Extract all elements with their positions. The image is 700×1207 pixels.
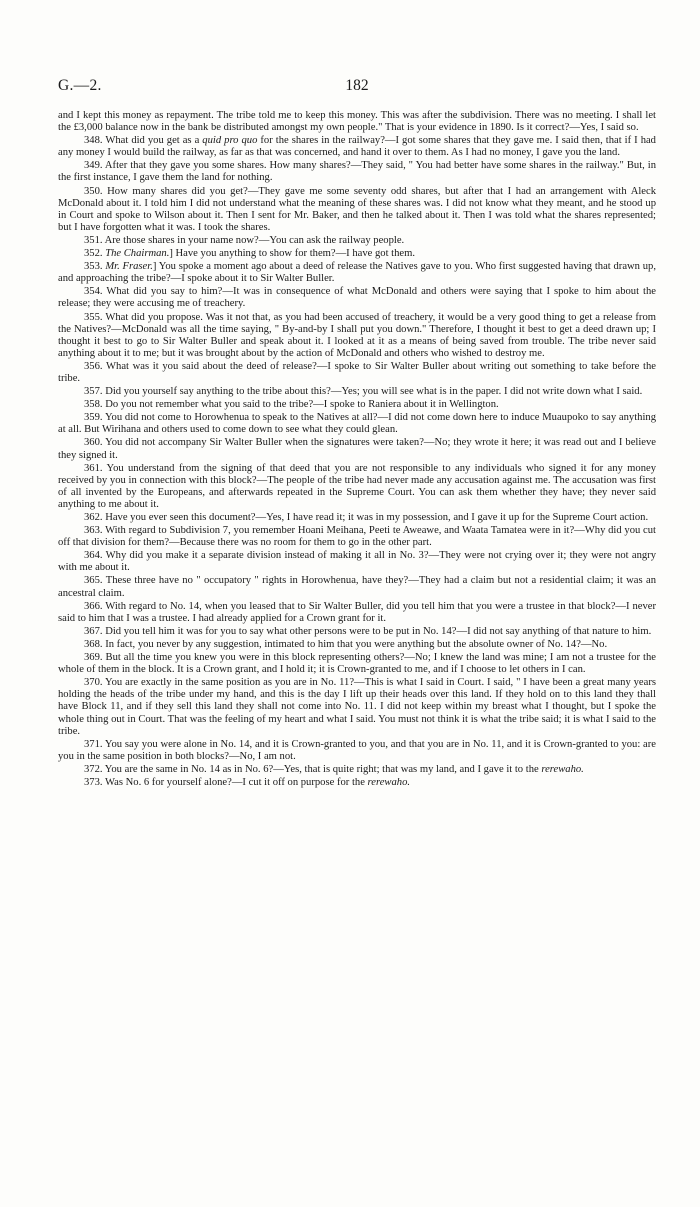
document-reference: G.—2. (58, 77, 102, 94)
question-373: 373. Was No. 6 for yourself alone?—I cut it off on purpose for the rerewaho. (84, 776, 411, 788)
question-358: 358. Do you not remember what you said to the tribe?—I spoke to Raniera about it in Wellington. (84, 399, 499, 411)
question-349: 349. After that they gave you some shares. How many shares?—They said, " You had better have some shares in the railway." But, in the first instance, I gave them the land for nothing. (58, 160, 656, 184)
paragraph-continuation: and I kept this money as repayment. The tribe told me to keep this money. This was after the subdivision. There was no meeting. I shall let the £3,000 balance now in the bank be distributed amongst my own people." That is your evidence in 1890. Is it correct?—Yes, I said so. (58, 110, 656, 134)
question-359: 359. You did not come to Horowhenua to speak to the Natives at all?—I did not come down here to induce Muaupoko to say anything at all. But Wirihana and others used to come down to see what they could glean. (58, 412, 656, 436)
question-365: 365. These three have no " occupatory " rights in Horowhenua, have they?—They had a claim but not a residential claim; it was an ancestral claim. (58, 575, 656, 599)
question-350: 350. How many shares did you get?—They gave me some seventy odd shares, but after that I had an arrangement with Aleck McDonald about it. I told him I did not understand what the meaning of these shares was. I did not know what they meant, and he stood up in Court and spoke to Wilson about it. Then I sent for Mr. Baker, and then he talked about it. Then I was told what the shares represented; but I have forgotten what it was. I took the shares. (58, 185, 656, 233)
page-number: 182 (345, 77, 369, 94)
question-351: 351. Are those shares in your name now?—You can ask the railway people. (84, 234, 405, 246)
question-362: 362. Have you ever seen this document?—Yes, I have read it; it was in my possession, and I gave it up for the Supreme Court action. (84, 512, 649, 523)
question-356: 356. What was it you said about the deed of release?—I spoke to Sir Walter Buller about writing out something to take before the tribe. (58, 360, 656, 384)
question-353: 353. Mr. Fraser.] You spoke a moment ago about a deed of release the Natives gave to you. Who first suggested having that drawn up, and approaching the tribe?—I spoke about it to Sir Walter Buller. (58, 261, 656, 285)
question-363: 363. With regard to Subdivision 7, you remember Hoani Meihana, Peeti te Aweawe, and Waata Tamatea were in it?—Why did you cut off that division for them?—Because there was no room for them to go in the other part. (58, 525, 656, 549)
question-357: 357. Did you yourself say anything to the tribe about this?—Yes; you will see what is in the paper. I did not write down what I said. (84, 386, 643, 398)
question-370: 370. You are exactly in the same position as you are in No. 11?—This is what I said in Court. I said, " I have been a great many years holding the heads of the tribe under my hand, and this is the day I lift up their heads over this land. If they hold on to this land they thall have Block 11, and if they sell this land they shall not come into No. 11. I did not keep within my breast what I thought, but I spoke the whole thing out in Court. That was the feeling of my heart and what I said. You must not think it is what the tribe said; it is what I said to the tribe. (58, 677, 656, 737)
question-364: 364. Why did you make it a separate division instead of making it all in No. 3?—They were not crying over it; they were not angry with me about it. (58, 550, 656, 574)
question-361: 361. You understand from the signing of that deed that you are not responsible to any individuals who signed it for any money received by you in connection with this block?—The people of the tribe had never made any accusation against me. The accusation was first of all invented by the Europeans, and afterwards repeated in the Supreme Court. You can ask them whether they have; they never said anything to me about it. (58, 462, 656, 510)
page-header (58, 77, 656, 101)
question-368: 368. In fact, you never by any suggestion, intimated to him that you were anything but the absolute owner of No. 14?—No. (84, 638, 608, 650)
question-372: 372. You are the same in No. 14 as in No. 6?—Yes, that is quite right; that was my land, and I gave it to the rerewaho. (84, 763, 584, 775)
question-366: 366. With regard to No. 14, when you leased that to Sir Walter Buller, did you tell him that you were a trustee in that block?—I never said to him that I was a trustee. I had already applied for a Crown grant for it. (58, 600, 656, 624)
document-body (58, 110, 656, 790)
question-352: 352. The Chairman.] Have you anything to show for them?—I have got them. (84, 248, 416, 260)
question-355: 355. What did you propose. Was it not that, as you had been accused of treachery, it would be a very good thing to get a release from the Natives?—McDonald was all the time saying, " By-and-by I shall put you down." Therefore, I thought it best to get a deed drawn up; I thought it best to go to Sir Walter Buller and speak about it. I looked at it as a means of being saved from trouble. The tribe never said anything about it to me; but it was brought about by the action of McDonald and others who wished to destroy me. (58, 311, 656, 359)
question-348: 348. What did you get as a quid pro quo for the shares in the railway?—I got some shares that they gave me. I said then, that if I had any money I would build the railway, as far as that was concerned, and hand it over to them. As I had no money, I gave you the land. (58, 135, 656, 159)
question-367: 367. Did you tell him it was for you to say what other persons were to be put in No. 14?—I did not say anything of that nature to him. (84, 625, 652, 637)
question-371: 371. You say you were alone in No. 14, and it is Crown-granted to you, and that you are in No. 11, and it is Crown-granted to you: are you in the same position in both blocks?—No, I am not. (58, 738, 656, 762)
question-369: 369. But all the time you knew you were in this block representing others?—No; I knew the land was mine; I am not a trustee for the whole of them in the block. It is a Crown grant, and I hold it; it is Crown-granted to me, and if I choose to let others in I can. (58, 652, 656, 676)
question-360: 360. You did not accompany Sir Walter Buller when the signatures were taken?—No; they wrote it here; it was read out and I believe they signed it. (58, 437, 656, 461)
question-354: 354. What did you say to him?—It was in consequence of what McDonald and others were saying that I spoke to him about the release; they were accusing me of treachery. (58, 286, 656, 310)
